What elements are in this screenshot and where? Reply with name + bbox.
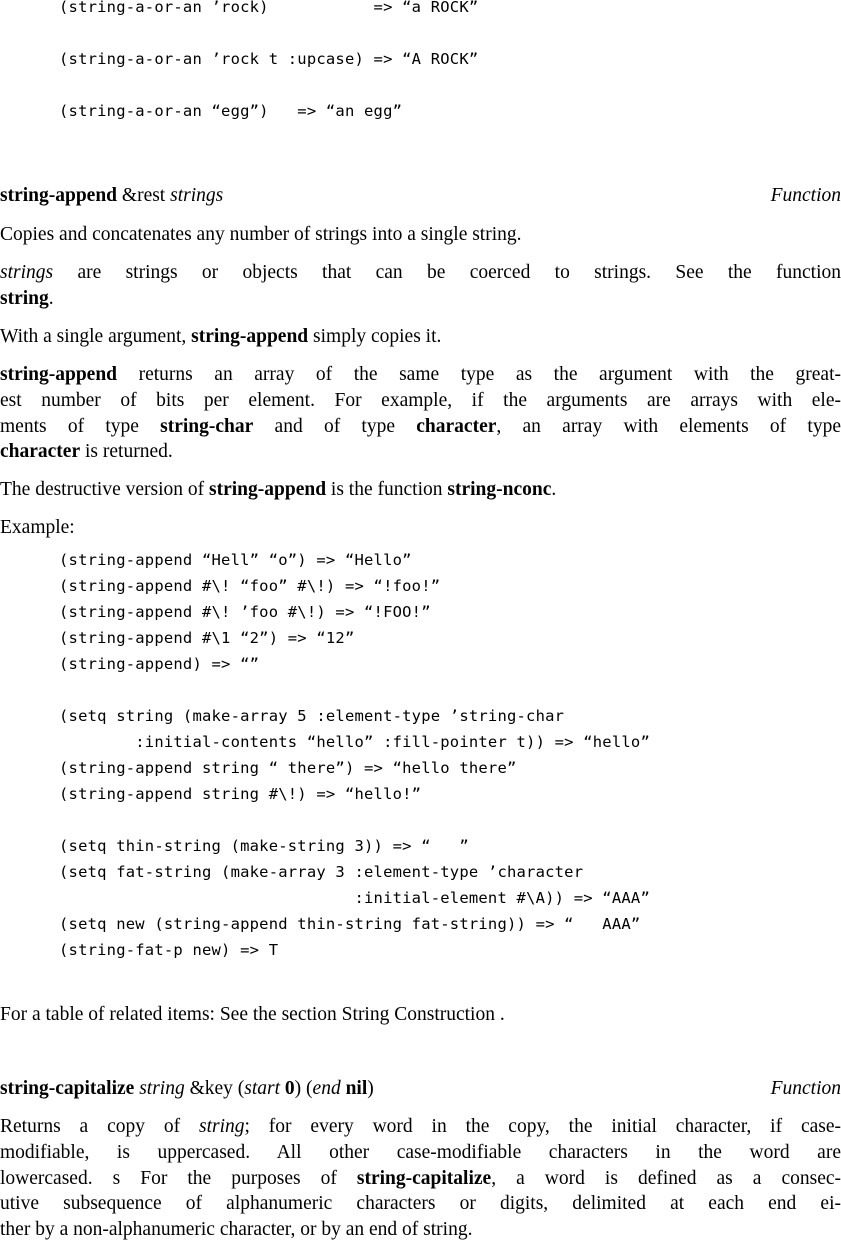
argument-name: string	[139, 1078, 185, 1099]
function-name: string-append	[0, 185, 118, 206]
example-label: Example:	[0, 517, 75, 538]
description-paragraph: Copies and concatenates any number of strings into a single string.	[0, 224, 522, 245]
paragraph-line: string.	[0, 288, 54, 309]
paragraph-line: ments of type string-char and of type character, an array with elements of type	[0, 416, 841, 437]
code-line: (string-a-or-an “egg”) => “an egg”	[59, 102, 403, 120]
code-line: (string-append string #\!) => “hello!”	[59, 785, 422, 803]
code-line: (string-a-or-an ’rock) => “a ROCK”	[59, 0, 479, 16]
code-line: (setq thin-string (make-string 3)) => “ ”	[59, 837, 469, 855]
optional-argument: (start 0)	[237, 1078, 302, 1099]
function-signature-string-append	[0, 184, 841, 208]
paragraph-line: Returns a copy of string; for every word in the copy, the initial character, if case-	[0, 1116, 841, 1137]
code-line: (setq string (make-array 5 :element-type ’string-char	[59, 707, 565, 725]
code-line: (string-append #\1 “2”) => “12”	[59, 629, 355, 647]
code-line: :initial-contents “hello” :fill-pointer t)) => “hello”	[59, 733, 650, 751]
code-line: (string-append #\! ’foo #\!) => “!FOO!”	[59, 603, 431, 621]
code-line: (setq new (string-append thin-string fat-string)) => “ AAA”	[59, 915, 641, 933]
paragraph-line: string-append returns an array of the same type as the argument with the great-	[0, 364, 841, 385]
code-line: (string-a-or-an ’rock t :upcase) => “A ROCK”	[59, 50, 479, 68]
paragraph-line: ther by a non-alphanumeric character, or by an end of string.	[0, 1219, 473, 1240]
definition-kind: Function	[770, 185, 841, 206]
code-line: (string-append “Hell” “o”) => “Hello”	[59, 551, 412, 569]
paragraph-line: With a single argument, string-append simply copies it.	[0, 326, 442, 347]
definition-kind: Function	[770, 1078, 841, 1099]
paragraph-line: strings are strings or objects that can be coerced to strings. See the function	[0, 262, 841, 283]
code-line: :initial-element #\A)) => “AAA”	[59, 889, 650, 907]
function-signature-string-capitalize	[0, 1077, 841, 1101]
code-line: (string-append string “ there”) => “hello there”	[59, 759, 517, 777]
paragraph-line: est number of bits per element. For example, if the arguments are arrays with ele-	[0, 390, 841, 411]
function-name: string-capitalize	[0, 1078, 135, 1099]
optional-argument: (end nil)	[306, 1078, 374, 1099]
lambda-keyword: &rest	[121, 185, 166, 206]
code-line: (setq fat-string (make-array 3 :element-type ’character	[59, 863, 584, 881]
lambda-keyword: &key	[189, 1078, 233, 1099]
paragraph-line: utive subsequence of alphanumeric characters or digits, delimited at each end ei-	[0, 1193, 841, 1214]
code-line: (string-append #\! “foo” #\!) => “!foo!”	[59, 577, 441, 595]
paragraph-line: The destructive version of string-append is the function string-nconc.	[0, 479, 557, 500]
paragraph-line: modifiable, is uppercased. All other case-modifiable characters in the word are	[0, 1142, 841, 1163]
paragraph-line: lowercased. s For the purposes of string-capitalize, a word is defined as a consec-	[0, 1168, 841, 1189]
related-items-note: For a table of related items: See the section String Construction .	[0, 1004, 505, 1025]
argument-name: strings	[170, 185, 224, 206]
code-line: (string-append) => “”	[59, 655, 260, 673]
paragraph-line: character is returned.	[0, 441, 173, 462]
code-line: (string-fat-p new) => T	[59, 941, 279, 959]
